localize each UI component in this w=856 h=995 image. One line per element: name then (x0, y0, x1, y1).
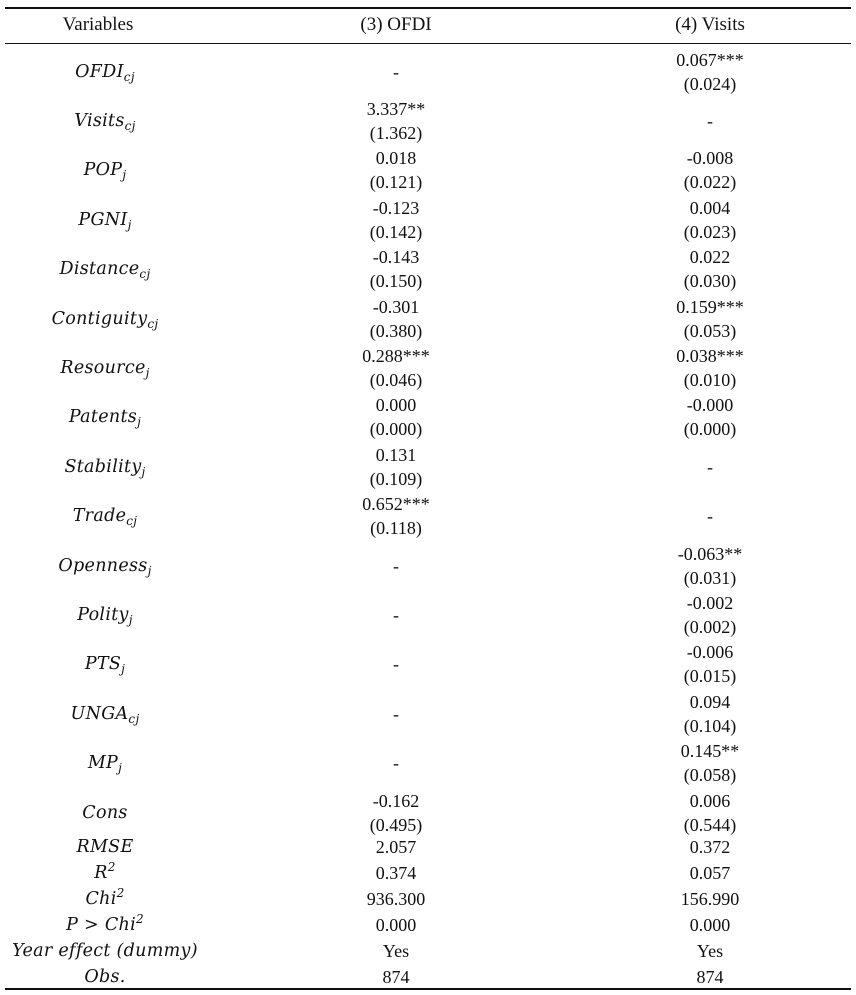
table-row (0, 541, 856, 590)
coefficient: -0.162 (372, 790, 420, 811)
table-row (0, 343, 856, 392)
table-row (0, 788, 856, 837)
table-row (0, 195, 856, 244)
coefficient: - (707, 111, 713, 132)
statistic-value: 0.000 (375, 915, 417, 935)
statistic-value: 936.300 (366, 889, 426, 909)
statistic-label: RMSE (76, 837, 134, 857)
standard-error: (0.053) (683, 320, 737, 341)
coefficient: -0.123 (372, 197, 420, 218)
visits-value-cell (610, 640, 810, 689)
coefficient: - (393, 654, 399, 675)
standard-error: (1.362) (369, 123, 423, 144)
statistic-label: Year effect (dummy) (12, 941, 198, 961)
visits-value-cell (610, 96, 810, 145)
variable-label: $OFDI_{cj}$ (75, 61, 135, 84)
header-visits: (4) Visits (675, 14, 745, 35)
ofdi-value-cell (296, 393, 496, 442)
visits-value-cell (610, 294, 810, 343)
statistic-value: 0.372 (689, 837, 731, 857)
variable-name (0, 640, 210, 689)
statistic-name (0, 912, 210, 938)
ofdi-stat-cell (296, 886, 496, 912)
statistic-label: Chi$^2$ (85, 886, 125, 909)
standard-error: (0.015) (683, 666, 737, 687)
statistic-value: 156.990 (680, 889, 740, 909)
variable-name (0, 195, 210, 244)
standard-error: (0.022) (683, 172, 737, 193)
coefficient: -0.002 (686, 593, 734, 614)
stat-row (0, 912, 856, 938)
variable-label: Contiguity$_{cj}$ (51, 308, 159, 331)
variable-name (0, 393, 210, 442)
visits-stat-cell (610, 912, 810, 938)
coefficient: 0.004 (689, 197, 731, 218)
ofdi-value-cell (296, 146, 496, 195)
ofdi-value-cell (296, 739, 496, 788)
statistic-value: 0.000 (689, 915, 731, 935)
ofdi-value-cell (296, 47, 496, 96)
coefficient: -0.143 (372, 247, 420, 268)
variable-name (0, 146, 210, 195)
variable-label: Patents$_j$ (68, 407, 142, 430)
variable-subscript: cj (128, 711, 140, 726)
header-variables: Variables (62, 14, 134, 35)
variable-subscript: j (118, 761, 123, 776)
variable-label: $PTS_j$ (84, 654, 126, 677)
coefficient: -0.063** (677, 543, 743, 564)
standard-error: (0.121) (369, 172, 423, 193)
stat-row (0, 860, 856, 886)
table-row (0, 492, 856, 541)
table-row (0, 442, 856, 491)
statistic-name (0, 834, 210, 860)
ofdi-stat-cell (296, 938, 496, 964)
table-row (0, 294, 856, 343)
coefficient: 0.288*** (362, 346, 430, 367)
visits-value-cell (610, 195, 810, 244)
standard-error: (0.024) (683, 73, 737, 94)
variable-subscript: cj (126, 514, 138, 529)
visits-value-cell (610, 590, 810, 639)
stat-row (0, 938, 856, 964)
variable-name (0, 47, 210, 96)
variable-subscript: cj (124, 119, 136, 134)
variable-subscript: j (128, 613, 133, 628)
variable-label: $UNGA_{cj}$ (70, 703, 140, 726)
coefficient: -0.000 (686, 395, 734, 416)
table-bottom-rule (5, 988, 851, 990)
statistic-value: 2.057 (375, 837, 417, 857)
visits-value-cell (610, 541, 810, 590)
table-row (0, 739, 856, 788)
standard-error: (0.058) (683, 765, 737, 786)
standard-error: (0.046) (369, 370, 423, 391)
coefficient: - (393, 753, 399, 774)
stat-row (0, 886, 856, 912)
variable-subscript: j (127, 217, 132, 232)
statistic-name (0, 938, 210, 964)
variable-subscript: j (137, 415, 142, 430)
variable-name (0, 788, 210, 837)
visits-value-cell (610, 146, 810, 195)
variable-label: Cons (82, 802, 128, 823)
ofdi-value-cell (296, 689, 496, 738)
variable-name (0, 492, 210, 541)
variable-label: Openness$_j$ (58, 555, 152, 578)
ofdi-stat-cell (296, 860, 496, 886)
stat-row (0, 834, 856, 860)
statistic-value: Yes (696, 941, 724, 961)
table-row (0, 47, 856, 96)
coefficient: 0.652*** (362, 494, 430, 515)
standard-error: (0.031) (683, 567, 737, 588)
variable-name (0, 442, 210, 491)
visits-stat-cell (610, 964, 810, 990)
variable-label: Stability$_j$ (64, 456, 146, 479)
ofdi-value-cell (296, 195, 496, 244)
coefficient: -0.008 (686, 148, 734, 169)
standard-error: (0.150) (369, 271, 423, 292)
coefficient: 0.159*** (676, 296, 744, 317)
ofdi-value-cell (296, 541, 496, 590)
standard-error: (0.030) (683, 271, 737, 292)
coefficient: 0.094 (689, 691, 731, 712)
visits-stat-cell (610, 860, 810, 886)
standard-error: (0.000) (683, 419, 737, 440)
statistic-label: Obs. (84, 967, 126, 987)
table-row (0, 245, 856, 294)
variable-subscript: cj (123, 69, 135, 84)
coefficient: - (393, 555, 399, 576)
visits-value-cell (610, 245, 810, 294)
statistic-name (0, 860, 210, 886)
header-ofdi: (3) OFDI (360, 14, 432, 35)
statistic-value: 0.374 (375, 863, 417, 883)
table-row (0, 393, 856, 442)
visits-value-cell (610, 393, 810, 442)
variable-label: $POP_j$ (83, 160, 127, 183)
coefficient: 0.006 (689, 790, 731, 811)
variable-subscript: j (147, 563, 152, 578)
coefficient: - (707, 456, 713, 477)
coefficient: -0.301 (372, 296, 420, 317)
visits-value-cell (610, 689, 810, 738)
statistic-value: 874 (696, 967, 724, 987)
variable-name (0, 245, 210, 294)
variable-subscript: j (122, 168, 127, 183)
statistic-superscript: 2 (135, 912, 144, 926)
visits-value-cell (610, 739, 810, 788)
visits-stat-cell (610, 886, 810, 912)
coefficient: 0.145** (680, 741, 740, 762)
standard-error: (0.010) (683, 370, 737, 391)
table-row (0, 96, 856, 145)
variable-name (0, 590, 210, 639)
coefficient: - (707, 506, 713, 527)
coefficient: -0.006 (686, 642, 734, 663)
variable-label: $PGNI_j$ (78, 209, 132, 232)
variable-label: Distance$_{cj}$ (59, 259, 151, 282)
ofdi-value-cell (296, 294, 496, 343)
variable-subscript: cj (147, 316, 159, 331)
coefficient: - (393, 605, 399, 626)
coefficient: 3.337** (366, 99, 426, 120)
visits-value-cell (610, 47, 810, 96)
coefficient: - (393, 703, 399, 724)
ofdi-value-cell (296, 640, 496, 689)
table-header-rule (5, 43, 851, 44)
statistic-superscript: 2 (107, 860, 116, 874)
statistic-label: P > Chi$^2$ (66, 912, 144, 935)
variable-subscript: j (145, 366, 150, 381)
standard-error: (0.023) (683, 221, 737, 242)
statistic-name (0, 886, 210, 912)
ofdi-stat-cell (296, 834, 496, 860)
variable-name (0, 96, 210, 145)
variable-label: Resource$_j$ (60, 358, 150, 381)
coefficient: 0.131 (375, 444, 417, 465)
ofdi-value-cell (296, 343, 496, 392)
standard-error: (0.104) (683, 715, 737, 736)
standard-error: (0.000) (369, 419, 423, 440)
variable-name (0, 541, 210, 590)
standard-error: (0.002) (683, 617, 737, 638)
coefficient: 0.038*** (676, 346, 744, 367)
coefficient: 0.018 (375, 148, 417, 169)
ofdi-value-cell (296, 245, 496, 294)
statistic-value: Yes (382, 941, 410, 961)
ofdi-value-cell (296, 96, 496, 145)
visits-value-cell (610, 343, 810, 392)
variable-label: $MP_j$ (87, 753, 123, 776)
ofdi-value-cell (296, 442, 496, 491)
statistic-superscript: 2 (116, 886, 125, 900)
coefficient: 0.067*** (676, 49, 744, 70)
standard-error: (0.142) (369, 221, 423, 242)
statistic-label: $R^2$ (94, 860, 116, 883)
statistic-value: 874 (382, 967, 410, 987)
variable-label: Polity$_j$ (77, 605, 133, 628)
ofdi-value-cell (296, 788, 496, 837)
visits-value-cell (610, 492, 810, 541)
table-top-rule (5, 7, 851, 9)
standard-error: (0.380) (369, 320, 423, 341)
stat-row (0, 964, 856, 990)
standard-error: (0.544) (683, 814, 737, 835)
variable-name (0, 343, 210, 392)
standard-error: (0.109) (369, 468, 423, 489)
standard-error: (0.118) (370, 518, 422, 539)
visits-value-cell (610, 442, 810, 491)
standard-error: (0.495) (369, 814, 423, 835)
visits-stat-cell (610, 938, 810, 964)
ofdi-stat-cell (296, 912, 496, 938)
variable-name (0, 689, 210, 738)
variable-label: Visits$_{cj}$ (74, 111, 136, 134)
table-row (0, 689, 856, 738)
variable-label: Trade$_{cj}$ (72, 506, 138, 529)
variable-subscript: cj (139, 267, 151, 282)
table-row (0, 146, 856, 195)
table-row (0, 590, 856, 639)
visits-value-cell (610, 788, 810, 837)
coefficient: 0.000 (375, 395, 417, 416)
variable-subscript: j (121, 662, 126, 677)
coefficient: 0.022 (689, 247, 731, 268)
ofdi-value-cell (296, 492, 496, 541)
variable-subscript: j (141, 464, 146, 479)
variable-name (0, 739, 210, 788)
statistic-name (0, 964, 210, 990)
ofdi-value-cell (296, 590, 496, 639)
statistic-value: 0.057 (689, 863, 731, 883)
visits-stat-cell (610, 834, 810, 860)
variable-name (0, 294, 210, 343)
coefficient: - (393, 61, 399, 82)
ofdi-stat-cell (296, 964, 496, 990)
table-row (0, 640, 856, 689)
